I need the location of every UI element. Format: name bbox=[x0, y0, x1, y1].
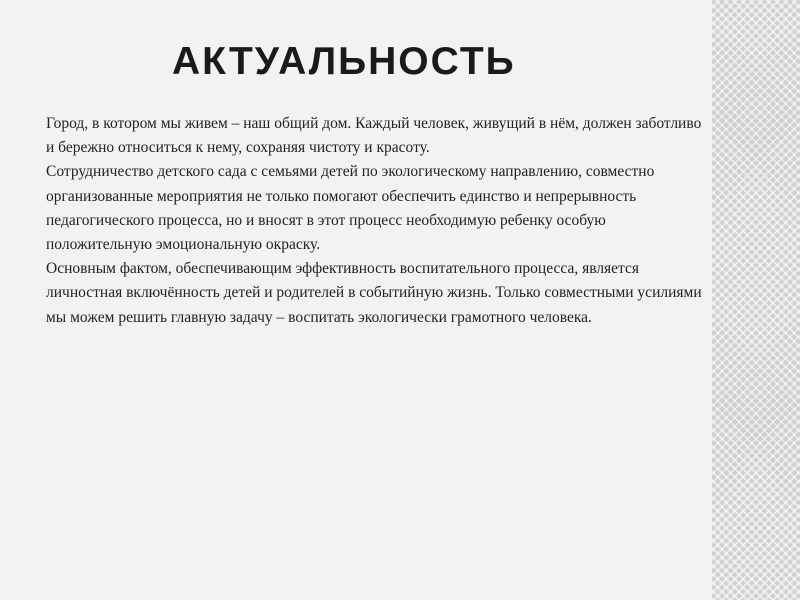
decorative-side-panel bbox=[712, 0, 800, 600]
slide-body bbox=[38, 112, 702, 330]
paragraph-city: Город, в котором мы живем – наш общий дом. Каждый человек, живущий в нём, должен заботливо и бережно относиться к нему, сохраняя чистоту и красоту. bbox=[46, 115, 702, 157]
slide-title: АКТУАЛЬНОСТЬ bbox=[172, 40, 516, 83]
paragraph-main-factor: Основным фактом, обеспечивающим эффективность воспитательного процесса, является личностная включённость детей и родителей в событийную жизнь. Только совместными усилиями мы можем решить главную задачу – воспитать экологически грамотного человека. bbox=[46, 260, 702, 326]
paragraph-cooperation: Сотрудничество детского сада с семьями детей по экологическому направлению, совместно организованные мероприятия не только помогают обеспечить единство и непрерывность педагогического процесса, но и вносят в этот процесс необходимую ребенку особую положительную эмоциональную окраску. bbox=[46, 163, 655, 254]
